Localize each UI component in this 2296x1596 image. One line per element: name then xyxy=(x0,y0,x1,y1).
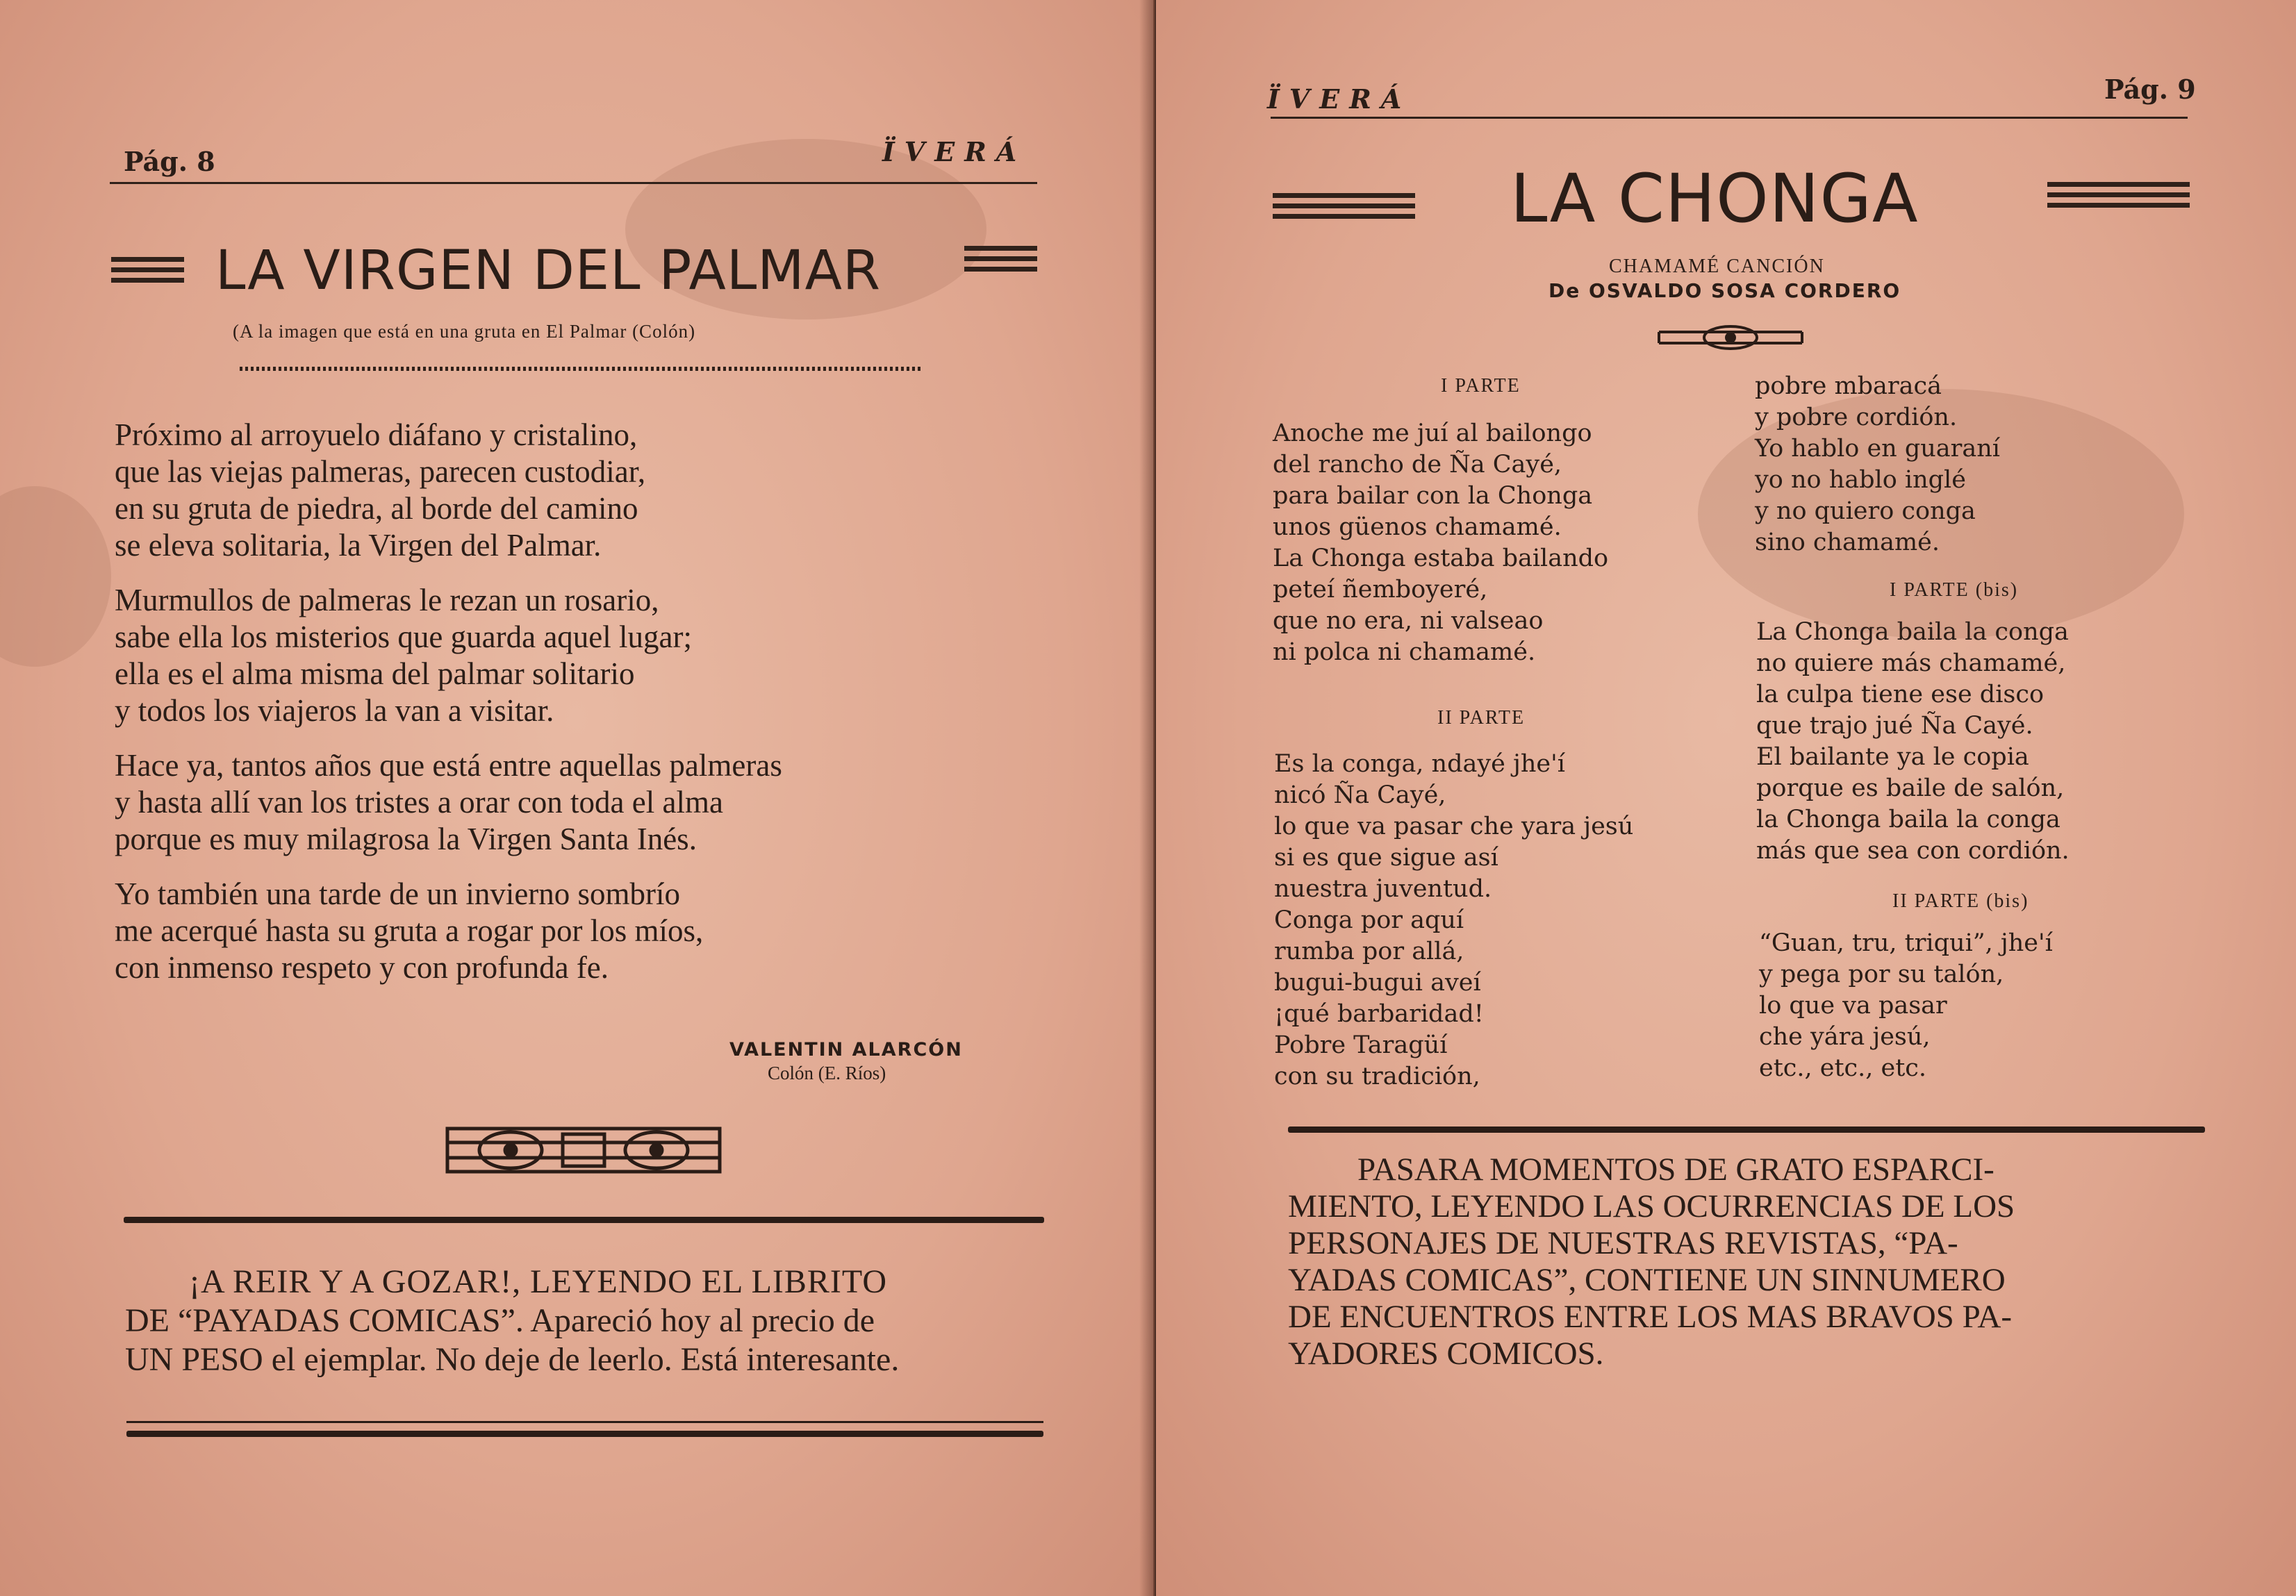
lyric-line: lo que va pasar che yara jesú xyxy=(1274,813,1634,840)
lyric-line: nuestra juventud. xyxy=(1274,875,1492,903)
lyric-line: sino chamamé. xyxy=(1755,529,1940,556)
lyric-line: del rancho de Ña Cayé, xyxy=(1273,451,1562,479)
divider-rule xyxy=(1288,1127,2205,1133)
ad-line: YADORES COMICOS. xyxy=(1288,1336,1604,1372)
lyric-line: unos güenos chamamé. xyxy=(1273,513,1562,541)
lyric-line: con su tradición, xyxy=(1274,1063,1480,1090)
stanza xyxy=(115,582,782,729)
header-rule xyxy=(1271,117,2188,119)
lyric-line: “Guan, tru, triqui”, jhe'í xyxy=(1759,929,2053,957)
lyric-line: ¡qué barbaridad! xyxy=(1274,1000,1484,1028)
lyric-line: no quiere más chamamé, xyxy=(1756,649,2066,677)
lyric-line: lo que va pasar xyxy=(1759,992,1947,1020)
title-ornament-left xyxy=(1273,193,1415,224)
poem-body xyxy=(115,417,782,1004)
lyric-line: y pobre cordión. xyxy=(1755,404,1958,431)
song-genre: CHAMAMÉ CANCIÓN xyxy=(1609,256,1825,277)
verse-line: Yo también una tarde de un invierno sombrío xyxy=(115,876,681,911)
poem-title: LA VIRGEN DEL PALMAR xyxy=(215,240,882,302)
header-rule xyxy=(110,182,1037,184)
lyric-line: la culpa tiene ese disco xyxy=(1756,681,2045,708)
lyric-line: Pobre Taragüí xyxy=(1274,1031,1448,1059)
lyric-line: Anoche me juí al bailongo xyxy=(1273,419,1592,447)
verse-line: sabe ella los misterios que guarda aquel lugar; xyxy=(115,620,692,654)
poem-author: VALENTIN ALARCÓN xyxy=(729,1039,963,1061)
lyric-stanza xyxy=(1759,928,2053,1084)
lyric-line: pobre mbaracá xyxy=(1755,372,1942,400)
ad-rule-thin xyxy=(126,1421,1043,1423)
lyric-line: y no quiero conga xyxy=(1755,497,1976,525)
stanza xyxy=(115,876,782,986)
lyric-line: si es que sigue así xyxy=(1274,844,1498,872)
poem-subtitle: (A la imagen que está en una gruta en El Palmar (Colón) xyxy=(233,321,696,342)
ad-block xyxy=(1288,1152,2015,1372)
verse-line: en su gruta de piedra, al borde del camino xyxy=(115,491,638,526)
verse-line: Próximo al arroyuelo diáfano y cristalino, xyxy=(115,417,638,452)
verse-line: porque es muy milagrosa la Virgen Santa Inés. xyxy=(115,822,697,856)
lyric-stanza xyxy=(1755,371,2000,558)
magazine-name: ÏVERÁ xyxy=(1267,83,1412,115)
page-number: Pág. 8 xyxy=(124,146,215,177)
lyric-line: El bailante ya le copia xyxy=(1756,743,2029,771)
song-title: LA CHONGA xyxy=(1510,160,1919,238)
ad-line: DE “PAYADAS COMICAS”. Apareció hoy al precio de xyxy=(125,1302,875,1339)
verse-line: que las viejas palmeras, parecen custodiar, xyxy=(115,454,646,489)
verse-line: Murmullos de palmeras le rezan un rosario, xyxy=(115,583,659,617)
verse-line: ella es el alma misma del palmar solitario xyxy=(115,656,635,691)
verse-line: Hace ya, tantos años que está entre aquellas palmeras xyxy=(115,748,782,783)
lyric-line: La Chonga baila la conga xyxy=(1756,618,2069,646)
dotted-rule xyxy=(240,367,920,371)
lyric-line: peteí ñemboyeré, xyxy=(1273,576,1488,604)
lyric-line: etc., etc., etc. xyxy=(1759,1054,1927,1082)
ad-line: DE ENCUENTROS ENTRE LOS MAS BRAVOS PA- xyxy=(1288,1299,2012,1335)
author-place: Colón (E. Ríos) xyxy=(768,1063,886,1083)
lyric-stanza xyxy=(1756,617,2070,867)
lyric-line: que no era, ni valseao xyxy=(1273,607,1544,635)
stanza xyxy=(115,747,782,858)
part-label: II PARTE (bis) xyxy=(1892,890,2029,912)
ad-rule-thick xyxy=(126,1431,1043,1437)
water-stain xyxy=(0,486,111,667)
ornament-icon xyxy=(445,1122,722,1179)
ad-line: UN PESO el ejemplar. No deje de leerlo. Está interesante. xyxy=(125,1341,900,1378)
lyric-stanza xyxy=(1274,749,1633,1092)
divider-rule xyxy=(124,1217,1044,1223)
lyric-line: para bailar con la Chonga xyxy=(1273,482,1593,510)
lyric-line: Yo hablo en guaraní xyxy=(1755,435,2000,463)
song-author: De OSVALDO SOSA CORDERO xyxy=(1548,279,1901,302)
verse-line: con inmenso respeto y con profunda fe. xyxy=(115,950,609,985)
ad-line: YADAS COMICAS”, CONTIENE UN SINNUMERO xyxy=(1288,1262,2006,1298)
verse-line: y todos los viajeros la van a visitar. xyxy=(115,693,554,728)
lyric-line: ni polca ni chamamé. xyxy=(1273,638,1536,666)
lyric-line: porque es baile de salón, xyxy=(1756,774,2065,802)
title-ornament-right xyxy=(2047,182,2190,213)
right-page xyxy=(1156,0,2296,1596)
lyric-line: Es la conga, ndayé jhe'í xyxy=(1274,750,1565,778)
lyric-line: che yára jesú, xyxy=(1759,1023,1931,1051)
ad-line: ¡A REIR Y A GOZAR!, LEYENDO EL LIBRITO xyxy=(189,1263,888,1300)
lyric-line: La Chonga estaba bailando xyxy=(1273,545,1609,572)
ad-line: MIENTO, LEYENDO LAS OCURRENCIAS DE LOS xyxy=(1288,1188,2015,1224)
part-label: I PARTE xyxy=(1441,375,1521,397)
verse-line: se eleva solitaria, la Virgen del Palmar. xyxy=(115,528,602,563)
ornament-icon xyxy=(1658,324,1803,351)
lyric-line: nicó Ña Cayé, xyxy=(1274,781,1446,809)
lyric-line: más que sea con cordión. xyxy=(1756,837,2070,865)
title-ornament-left xyxy=(111,257,184,288)
ad-line: PASARA MOMENTOS DE GRATO ESPARCI- xyxy=(1357,1152,1994,1188)
lyric-line: yo no hablo inglé xyxy=(1755,466,1966,494)
page-number: Pág. 9 xyxy=(2104,74,2196,105)
part-label: I PARTE (bis) xyxy=(1890,579,2019,601)
lyric-line: y pega por su talón, xyxy=(1759,961,2004,988)
stanza xyxy=(115,417,782,564)
ad-line: PERSONAJES DE NUESTRAS REVISTAS, “PA- xyxy=(1288,1225,1958,1261)
lyric-line: bugui-bugui aveí xyxy=(1274,969,1481,997)
lyric-line: la Chonga baila la conga xyxy=(1756,806,2060,833)
lyric-line: Conga por aquí xyxy=(1274,906,1464,934)
lyric-line: rumba por allá, xyxy=(1274,938,1464,965)
lyric-stanza xyxy=(1273,418,1608,668)
verse-line: y hasta allí van los tristes a orar con toda el alma xyxy=(115,785,723,820)
magazine-name: ÏVERÁ xyxy=(882,136,1027,167)
verse-line: me acerqué hasta su gruta a rogar por los míos, xyxy=(115,913,704,948)
title-ornament-right xyxy=(964,246,1037,277)
ad-block xyxy=(125,1263,899,1379)
part-label: II PARTE xyxy=(1437,707,1526,729)
lyric-line: que trajo jué Ña Cayé. xyxy=(1756,712,2033,740)
